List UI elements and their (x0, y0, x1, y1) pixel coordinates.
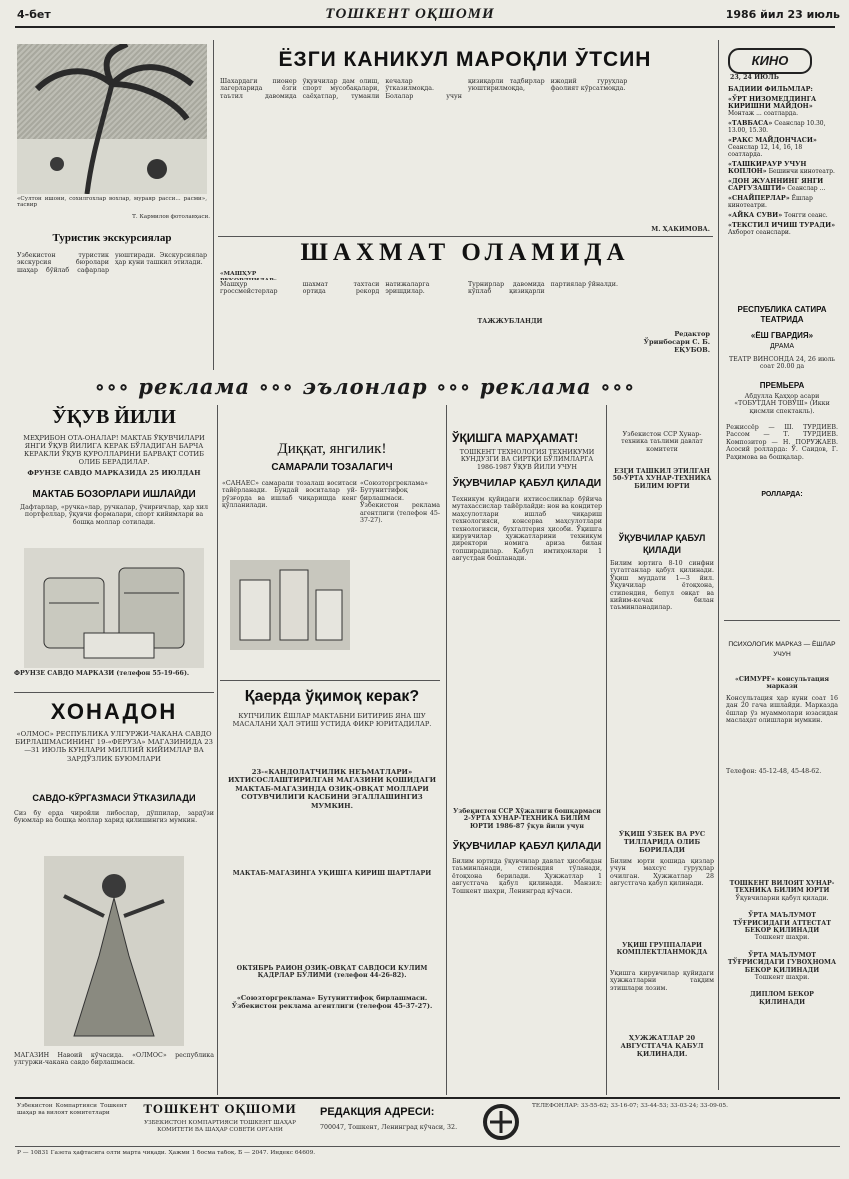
footer-sub: ЎЗБЕКИСТОН КОМПАРТИЯСИ ТОШКЕНТ ШАҲАР КОМИТЕТИ ВА ШАҲАР СОВЕТИ ОРГАНИ (144, 1120, 296, 1133)
technikum-main: ЎҚУВЧИЛАР ҚАБУЛ ҚИЛАДИ (452, 477, 602, 489)
chess-editor: Редактор Ўринбосари С. Б. ЕҚУБОВ. (643, 330, 710, 354)
theatre-premiere-body: Абдулла Қаҳҳор асари «ТОБУТДАН ТОВУШ» (Икки қисмли спектакль). (734, 393, 830, 415)
right-sub3: ЎҚИШ ГРУППАЛАРИ КОМПЛЕКТЛАНМОҚДА (616, 942, 708, 957)
footer-address: 700047, Тошкент, Ленинград кўчаси, 32. (320, 1124, 458, 1131)
footer-left: Ўзбекистон Компартияси Тошкент шаҳар ва вилоят комитетлари (17, 1103, 127, 1116)
technikum-title: ЎҚИШГА МАРҲАМАТ! (452, 431, 579, 445)
attention-body: «САНАЕС» самарали тозалаш воситаси тайёрланади. Бундай воситалар уй-рўзғорда ва ишлаб чиқаришда кенг қўлланилади. (222, 480, 357, 510)
theatre-premiere: ПРЕМЬЕРА (759, 381, 805, 390)
emblem-icon (476, 1102, 526, 1142)
attention-footer: «Союзторгреклама» Бутуниттифоқ бирлашмаси. Ўзбекистон реклама агентлиги (телефон 45-37-27). (360, 480, 440, 525)
technikum-main2: ЎҚУВЧИЛАР ҚАБУЛ ҚИЛАДИ (452, 840, 602, 852)
home-sub: «ОЛМОС» РЕСПУБЛИКА УЛГУРЖИ-ЧАКАНА САВДО БИРЛАШМАСИНИНГ 19-«ФЕРУЗА» МАГАЗИНИДА 23—31 ИЮЛЬ КУНЛАРИ МИЛЛИЙ КИЙИМЛАР ВА ЗАРДЎЗЛИК БУЮМЛАРИ (15, 730, 213, 763)
chess-body: Машҳур гроссмейстерлар шахмат тахтаси ортида рекорд натижаларга эришдилар. Турнирлар давомида кўплаб қизиқарли партиялар ўйналди. (220, 281, 618, 296)
psych-contact: Телефон: 45-12-48, 45-48-62. (726, 768, 822, 775)
cleaner-products (230, 560, 350, 650)
psych-body: Консультация ҳар куни соат 16 дан 20 гача ишлайди. Марказда ёшлар ўз муаммолари юзасидан маслаҳат олишлари мумкин. (726, 695, 838, 725)
study-footer2: «Союзторгреклама» Бутуниттифоқ бирлашмаси. Ўзбекистон реклама агентлиги (телефон 45-37-27). (231, 994, 433, 1010)
school-items: Дафтарлар, «ручка»лар, ручкалар, ўчирғичлар, ҳар хил портфеллар, ўқувчи формалари, спорт кийимлари ва бошқа моллар сотилади. (20, 504, 208, 526)
theatre-cast-title: РОЛЛАРДА: (761, 491, 803, 498)
bottle-icon (230, 560, 350, 650)
cinema-item: «АЙКА СУВИ» Тонгги сеанс. (728, 211, 828, 219)
beach-photo (17, 44, 207, 194)
theatre-genre: ДРАМА (769, 343, 795, 350)
psych-sub: «СИМУРҒ» консультация маркази (734, 676, 830, 691)
small-ad: ТОШКЕНТ ВИЛОЯТ ХУНАР-ТЕХНИКА БИЛИМ ЮРТИ Ўқувчиларни қабул қилади. (729, 880, 835, 902)
home-footer: МАГАЗИН Навоий кўчасида. «ОЛМОС» республика улгуржи-чакана савдо бирлашмаси. (14, 1052, 214, 1067)
theatre-cast: Режиссёр — Ш. ТУРДИЕВ. Рассом — Т. ТУРДИЕВ. Композитор — Н. ПОРУЖАЕВ. Асосий ролларда: Ў. Саидов, Г. Раҳимова ва бошқалар. (726, 424, 838, 461)
attention-product: САМАРАЛИ ТОЗАЛАГИЧ (271, 462, 393, 473)
study-footer: ОКТЯБРЬ РАЙОН ОЗИҚ-ОВҚАТ САВДОСИ КУЛИМ ҚАДРЛАР БЎЛИМИ (телефон 44-26-82). (236, 965, 428, 980)
photo-credit: Т. Кармилов фотолавҳаси. (132, 214, 210, 220)
school-body: МЕҲРИБОН ОТА-ОНАЛАР! МАКТАБ ЎҚУВЧИЛАРИ ЯНГИ ЎҚУВ ЙИЛИГА КЕРАК БЎЛАДИГАН БАРЧА КЕРАКЛИ ЎҚУВ ҚУРОЛЛАРИНИ БАРВАҚТ СОТИБ ОЛИБ БЕРАДИЛАР. (23, 434, 205, 466)
right-sub2: ЎҚИШ ЎЗБЕК ВА РУС ТИЛЛАРИДА ОЛИБ БОРИЛАДИ (618, 830, 706, 854)
home-fair: САВДО-КЎРГАЗМАСИ ЎТКАЗИЛАДИ (32, 793, 196, 803)
cinema-item: «ТАВБАСА» Сеанслар 10.30, 13.00, 15.30. (728, 119, 826, 134)
school-footer: ФРУНЗЕ САВДО МАРКАЗИ (телефон 55-19-66). (14, 670, 190, 677)
photo-caption: «Султон ишони, сохилгохлар вохлар, мураяр расси... расми», тасвир (17, 196, 207, 209)
cinema-item: «ДОН ЖУАННИНГ ЯНГИ САРГУЗАШТИ» Сеанслар ... (728, 177, 826, 192)
school-bazaar: МАКТАБ БОЗОРЛАРИ ИШЛАЙДИ (32, 489, 196, 500)
footer-title: ТОШКЕНТ ОҚШОМИ (143, 1101, 297, 1116)
summer-title: ЁЗГИ КАНИКУЛ МАРОҚЛИ ЎТСИН (278, 48, 652, 71)
right-main: ЎҚУВЧИЛАР ҚАБУЛ ҚИЛАДИ (618, 533, 706, 555)
study-title: Қаерда ўқимоқ керак? (244, 688, 420, 705)
right-sub: ЁЗГИ ТАШКИЛ ЭТИЛГАН 50-ЎРТА ХУНАР-ТЕХНИКА БИЛИМ ЮРТИ (612, 468, 712, 490)
cinema-list (728, 86, 838, 296)
palm-tree-icon (17, 44, 207, 194)
cinema-item: «ТАШКИРАУР УЧУН КОПЛОН» Бешинчи кинотеатр. (728, 160, 835, 175)
right-body: Билим юртига 8-10 синфни тугатганлар қабул қилинади. Ўқиш муддати 1—3 йил. Ўқувчилар ётоқхона, стипендия, бепул овқат ва кийим-кечак билан таъминланадилар. (610, 560, 714, 612)
tourism-body: Ўзбекистон туристик экскурсия бюролари шаҳар бўйлаб сафарлар уюштиради. Экскурсиялар ҳар куни ташкил этилади. (17, 252, 207, 274)
footer-print: Р — 10831 Газета ҳафтасига олти марта чиқади. Ҳажми 1 босма табоқ. Б — 2047. Индекс 64609. (17, 1150, 316, 1156)
small-ad: ДИПЛОМ БЕКОР ҚИЛИНАДИ (750, 991, 814, 1006)
chess-sub3: ТАЖЖУБЛАНДИ (477, 318, 543, 325)
study-sub: 23-«КАНДОЛАТЧИЛИК НЕЪМАТЛАРИ» ИХТИСОСЛАШТИРИЛГАН МАГАЗИНИ ҚОШИДАГИ МАКТАБ-МАГАЗИНДА ОЗИҚ-ОВҚАТ МОЛЛАРИ СОТУВЧИЛИГИ КАСБИНИ ЭГАЛЛАШИНГИЗ МУМКИН. (227, 768, 437, 810)
footer-phones: ТЕЛЕФОНЛАР: 33-55-62; 33-16-07; 33-44-53; 33-03-24; 33-09-05. (532, 1103, 728, 1109)
technikum-body: Техникум қуйидаги ихтисосликлар бўйича мутахассислар тайёрлайди: нон ва кондитер маҳсулотлари ишлаб чиқариш технологияси, консерва маҳсулотлари технологияси, бухгалтерия ҳисоби. Ўқишга кирувчилар ҳужжатларини техникум директори номига ариза билан топширадилар. Қабул имтиҳонлари 1 августдан бошланади. (452, 496, 602, 563)
small-ads (726, 880, 838, 1080)
right-header: Ўзбекистон ССР Хунар-техника таълими давлат комитети (621, 431, 703, 453)
school-title: ЎҚУВ ЙИЛИ (52, 406, 176, 428)
right-body2: Билим юрти қошида қизлар учун махсус гуруҳлар очилган. Ҳужжатлар 28 августгача қабул қилинади. (610, 858, 714, 888)
page-number: 4-бет (17, 8, 51, 21)
cinema-item: «ТЕКСТИЛ ИЧИШ ТУРАДИ» Ахборот сеанслари. (728, 221, 836, 236)
school-illustration (24, 548, 204, 668)
cinema-item: «СНАЙПЕРЛАР» Ёшлар кинотеатри. (728, 194, 813, 209)
home-body: Сиз бу ерда чиройли либослар, дўппилар, зардўзи буюмлар ва бошқа моллар харид қилишингиз мумкин. (14, 810, 214, 825)
chess-title: ШАХМАТ ОЛАМИДА (300, 239, 630, 266)
right-sub4: ҲУЖЖАТЛАР 20 АВГУСТГАЧА ҚАБУЛ ҚИЛИНАДИ. (620, 1034, 704, 1058)
newspaper-emblem (476, 1102, 526, 1142)
cinema-item: «РАКС МАЙДОНЧАСИ» Сеанслар 12, 14, 16, 18 соатларда. (728, 136, 817, 158)
cinema-date: 23, 24 ИЮЛЬ (730, 74, 779, 81)
footer-address-label: РЕДАКЦИЯ АДРЕСИ: (320, 1106, 435, 1118)
theatre-body: ТЕАТР ВИНСОНДА 24, 26 июль соат 20.00 да (728, 356, 836, 371)
chess-sub1: «МАШҲУР (220, 271, 257, 277)
cinema-logo: КИНО (728, 48, 812, 74)
attention-title: Диққат, янгилик! (277, 441, 387, 457)
dancer-icon (44, 856, 184, 1046)
cinema-item: БАДИИЙ ФИЛЬМЛАР: (728, 86, 813, 93)
small-ad: ЎРТА МАЪЛУМОТ ТЎҒРИСИДАГИ ГУВОҲНОМА БЕКОР ҚИЛИНАДИ Тошкент шаҳри. (727, 951, 837, 982)
summer-author: М. ҲАКИМОВА. (651, 226, 710, 233)
school-fair: ФРУНЗЕ САВДО МАРКАЗИДА 25 ИЮЛДАН (27, 469, 201, 477)
technikum-body2: Билим юртида ўқувчилар давлат ҳисобидан таъминланади, стипендия тўланади, ётоқхона берилади. Ҳужжатлар 1 августгача қабул қилинади. Манзил: Тошкент шаҳри, Ленинград кўчаси. (452, 858, 602, 895)
small-ad: ЎРТА МАЪЛУМОТ ТЎҒРИСИДАГИ АТТЕСТАТ БЕКОР ҚИЛИНАДИ Тошкент шаҳри. (733, 912, 831, 942)
theatre-title: РЕСПУБЛИКА САТИРА ТЕАТРИДА (737, 305, 827, 324)
right-body3: Ўқишга кирувчилар қуйидаги ҳужжатларни тақдим этишлари лозим. (610, 970, 714, 992)
backpack-icon (24, 548, 204, 668)
theatre-sub: «ЁШ ГВАРДИЯ» (750, 331, 814, 340)
tourism-title: Туристик экскурсиялар (52, 232, 172, 244)
masthead-title: ТОШКЕНТ ОҚШОМИ (325, 6, 495, 22)
study-school: МАКТАБ-МАГАЗИНГА ЎҚИШГА КИРИШ ШАРТЛАРИ (232, 870, 432, 877)
study-body: КУПЧИЛИК ЁШЛАР МАКТАБНИ БИТИРИБ ЯНА ШУ МАСАЛАНИ ҲАЛ ЭТИШ УСТИДА ФИКР ЮРИТАДИЛАР. (232, 712, 432, 728)
costume-illustration (44, 856, 184, 1046)
home-title: ХОНАДОН (50, 699, 178, 724)
psych-title: ПСИХОЛОГИК МАРКАЗ — ЁШЛАР УЧУН (728, 641, 836, 658)
masthead-date: 1986 йил 23 июль (725, 8, 840, 21)
technikum-sub2: Ўзбекистон ССР Хўжалиги бошқармаси 2-ЎРТА ХУНАР-ТЕХНИКА БИЛИМ ЮРТИ 1986-87 ўқув йили учун (453, 808, 601, 830)
technikum-sub: ТОШКЕНТ ТЕХНОЛОГИЯ ТЕХНИКУМИ КУНДУЗГИ ВА СИРТҚИ БЎЛИМЛАРГА 1986-1987 ЎҚУВ ЙИЛИ УЧУН (459, 449, 595, 471)
cinema-item: «ЎРТ НИЗОМЕДДИНГА КИРИШНИ МАЙДОН» Монтаж ... соатларда. (728, 95, 817, 117)
ads-banner: ∘∘∘ реклама ∘∘∘ эълонлар ∘∘∘ реклама ∘∘∘ (94, 374, 636, 399)
summer-body: Шахардаги пионер лагерларида ёзги таътил давомида ўқувчилар дам олиш, спорт мусобақалари, саёҳатлар, туманли кечалар ўтказилмоқда. Болалар учун қизиқарли тадбирлар уюштирилмоқда, ижодий гуруҳлар фаолият кўрсатмоқда. (220, 78, 628, 100)
